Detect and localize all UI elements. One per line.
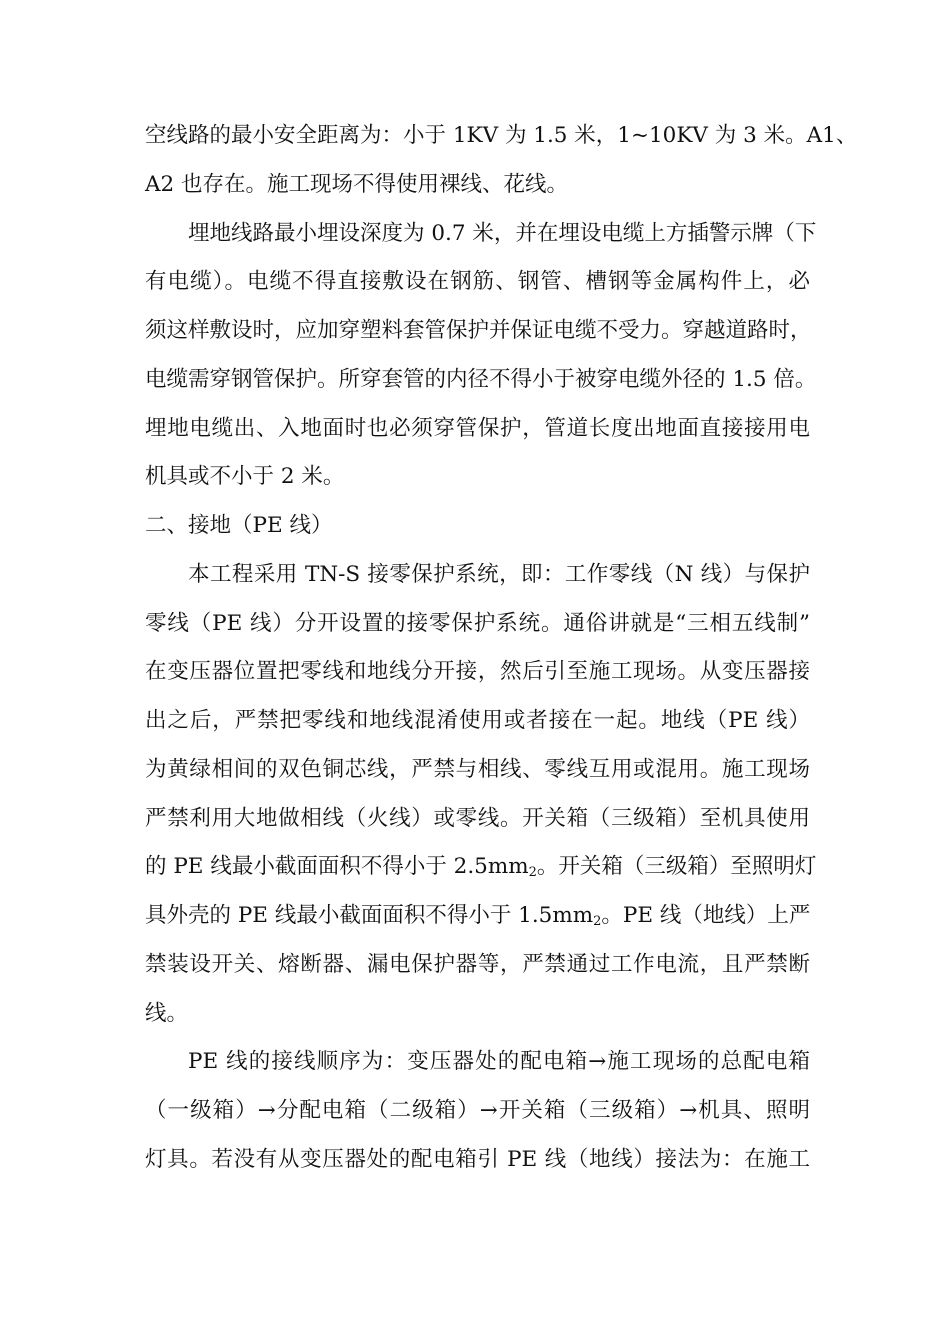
superscript-2: 2 bbox=[593, 914, 602, 929]
text-line-17-part-2: 。PE 线（地线）上严 bbox=[601, 903, 811, 928]
document-body bbox=[145, 112, 858, 1185]
text-line-19: 线。 bbox=[145, 1000, 189, 1026]
text-line-7: 埋地电缆出、入地面时也必须穿管保护，管道长度出地面直接接用电 bbox=[145, 415, 810, 441]
text-line-17-part-1: 具外壳的 PE 线最小截面面积不得小于 1.5mm bbox=[145, 903, 594, 928]
paragraph-start-line-3: 埋地线路最小埋设深度为 0.7 米，并在埋设电缆上方插警示牌（下 bbox=[188, 220, 817, 246]
text-line-16-part-2: 。开关箱（三级箱）至照明灯 bbox=[536, 854, 817, 880]
text-line-5: 须这样敷设时，应加穿塑料套管保护并保证电缆不受力。穿越道路时， bbox=[145, 318, 812, 343]
text-line-14: 为黄绿相间的双色铜芯线，严禁与相线、零线互用或混用。施工现场 bbox=[145, 756, 810, 782]
text-line-16-part-1: 的 PE 线最小截面面积不得小于 2.5mm bbox=[145, 854, 529, 880]
text-line-12: 在变压器位置把零线和地线分开接，然后引至施工现场。从变压器接 bbox=[145, 659, 810, 685]
text-line-11: 零线（PE 线）分开设置的接零保护系统。通俗讲就是“三相五线制” bbox=[145, 610, 810, 636]
paragraph-start-line-20: PE 线的接线顺序为：变压器处的配电箱→施工现场的总配电箱 bbox=[188, 1049, 810, 1075]
text-line-22: 灯具。若没有从变压器处的配电箱引 PE 线（地线）接法为：在施工 bbox=[145, 1146, 810, 1172]
superscript-2: 2 bbox=[528, 865, 537, 881]
text-line-1: 空线路的最小安全距离为：小于 1KV 为 1.5 米，1~10KV 为 3 米。A1、 bbox=[145, 123, 858, 148]
text-line-6: 电缆需穿钢管保护。所穿套管的内径不得小于被穿电缆外径的 1.5 倍。 bbox=[145, 366, 817, 392]
text-line-8: 机具或不小于 2 米。 bbox=[145, 464, 345, 490]
text-line-13: 出之后，严禁把零线和地线混淆使用或者接在一起。地线（PE 线） bbox=[145, 708, 810, 733]
text-line-16 bbox=[145, 843, 817, 892]
text-line-2: A2 也存在。施工现场不得使用裸线、花线。 bbox=[145, 171, 569, 197]
text-line-17 bbox=[145, 892, 810, 941]
paragraph-start-line-10: 本工程采用 TN-S 接零保护系统，即：工作零线（N 线）与保护 bbox=[188, 561, 810, 587]
section-heading: 二、接地（PE 线） bbox=[145, 513, 333, 538]
text-line-18: 禁装设开关、熔断器、漏电保护器等，严禁通过工作电流，且严禁断 bbox=[145, 951, 810, 977]
text-line-4: 有电缆）。电缆不得直接敷设在钢筋、钢管、槽钢等金属构件上，必 bbox=[145, 269, 810, 295]
text-line-15: 严禁利用大地做相线（火线）或零线。开关箱（三级箱）至机具使用 bbox=[145, 805, 810, 831]
text-line-21: （一级箱）→分配电箱（二级箱）→开关箱（三级箱）→机具、照明 bbox=[145, 1098, 810, 1123]
